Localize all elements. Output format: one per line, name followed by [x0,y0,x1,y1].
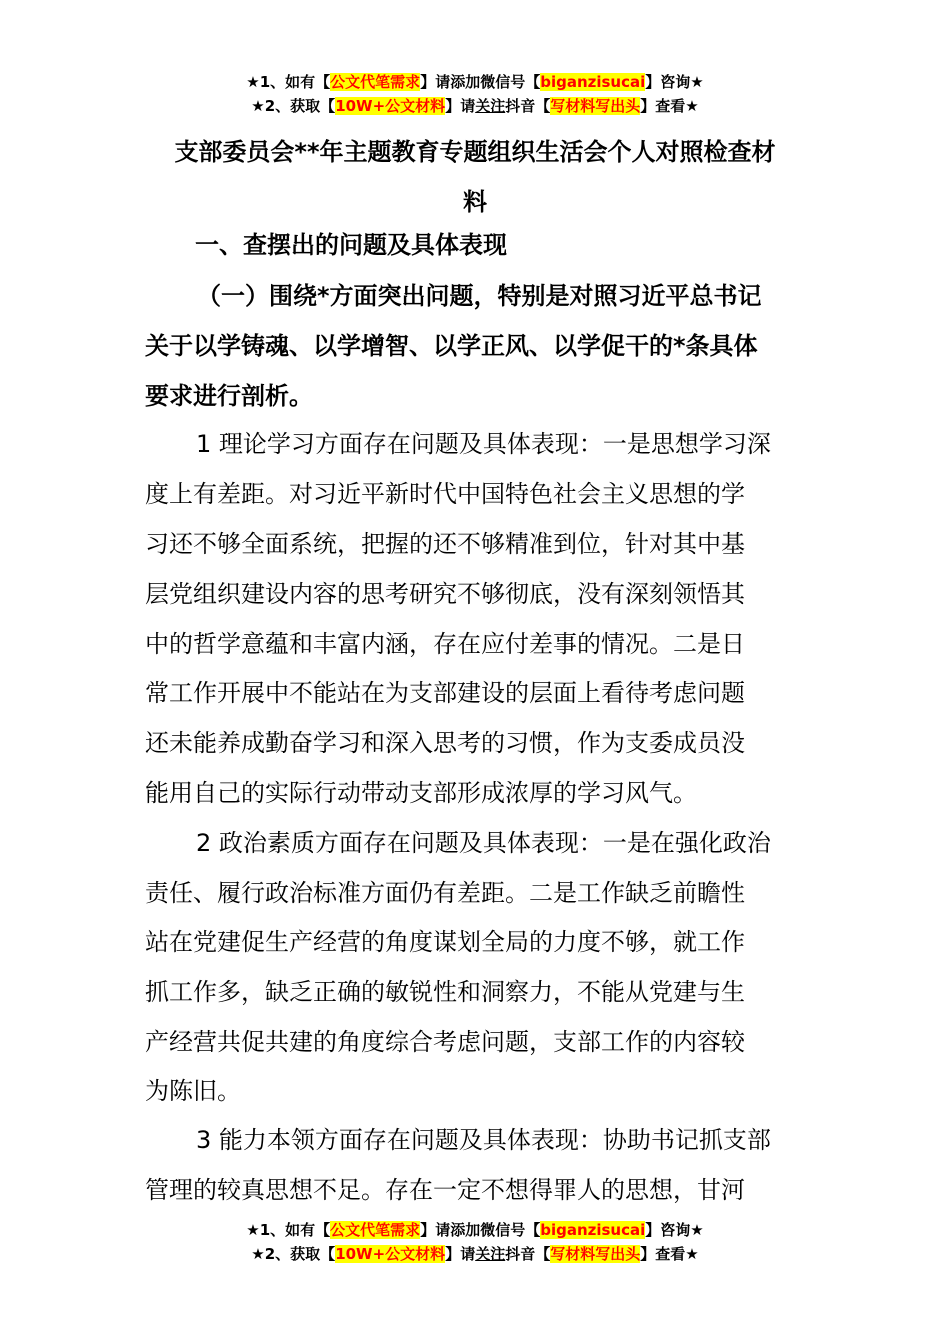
subsection-line: 要求进行剖析。 [145,382,313,410]
paragraph-line: 产经营共促共建的角度综合考虑问题，支部工作的内容较 [145,1028,745,1056]
paragraph-line: 能用自己的实际行动带动支部形成浓厚的学习风气。 [145,779,697,807]
footer-promo-line-1: ★1、如有【公文代笔需求】请添加微信号【biganzisucai】咨询★ [246,1221,704,1239]
footer-promo-line-2: ★2、获取【10W+公文材料】请关注抖音【写材料写出头】查看★ [251,1245,699,1263]
paragraph-line: 1 理论学习方面存在问题及具体表现：一是思想学习深 [196,430,771,458]
promo-highlight-wechat-id: biganzisucai [540,73,646,91]
subsection-line: （一）围绕*方面突出问题，特别是对照习近平总书记 [197,282,762,310]
paragraph-line: 责任、履行政治标准方面仍有差距。二是工作缺乏前瞻性 [145,879,745,907]
header-promo-line-1: ★1、如有【公文代笔需求】请添加微信号【biganzisucai】咨询★ [246,73,704,91]
header-promo [0,70,950,118]
promo-follow: 关注 [475,97,506,115]
promo-highlight-douyin: 写材料写出头 [550,97,641,115]
paragraph-line: 为陈旧。 [145,1077,241,1105]
paragraph-line: 常工作开展中不能站在为支部建设的层面上看待考虑问题 [145,679,745,707]
paragraph-line: 中的哲学意蕴和丰富内涵，存在应付差事的情况。二是日 [145,630,745,658]
paragraph-line: 2 政治素质方面存在问题及具体表现：一是在强化政治 [196,829,771,857]
footer-promo [0,1218,950,1266]
promo-highlight-materials: 10W+公文材料 [335,1245,446,1263]
promo-highlight-materials: 10W+公文材料 [335,97,446,115]
promo-highlight-douyin: 写材料写出头 [550,1245,641,1263]
promo-highlight-ghostwriting: 公文代笔需求 [330,1221,421,1239]
paragraph-line: 站在党建促生产经营的角度谋划全局的力度不够，就工作 [145,928,745,956]
paragraph-line: 还未能养成勤奋学习和深入思考的习惯，作为支委成员没 [145,729,745,757]
paragraph-line: 3 能力本领方面存在问题及具体表现：协助书记抓支部 [196,1126,771,1154]
paragraph-line: 管理的较真思想不足。存在一定不想得罪人的思想，甘河 [145,1176,745,1204]
promo-highlight-ghostwriting: 公文代笔需求 [330,73,421,91]
header-promo-line-2: ★2、获取【10W+公文材料】请关注抖音【写材料写出头】查看★ [251,97,699,115]
paragraph-line: 度上有差距。对习近平新时代中国特色社会主义思想的学 [145,480,745,508]
paragraph-line: 抓工作多，缺乏正确的敏锐性和洞察力，不能从党建与生 [145,978,745,1006]
paragraph-line: 层党组织建设内容的思考研究不够彻底，没有深刻领悟其 [145,580,745,608]
section-heading: 一、查摆出的问题及具体表现 [195,231,507,259]
promo-highlight-wechat-id: biganzisucai [540,1221,646,1239]
subsection-line: 关于以学铸魂、以学增智、以学正风、以学促干的*条具体 [145,332,758,360]
document-title: 支部委员会**年主题教育专题组织生活会个人对照检查材 料 [174,138,776,216]
paragraph-line: 习还不够全面系统，把握的还不够精准到位，针对其中基 [145,530,745,558]
promo-follow: 关注 [475,1245,506,1263]
